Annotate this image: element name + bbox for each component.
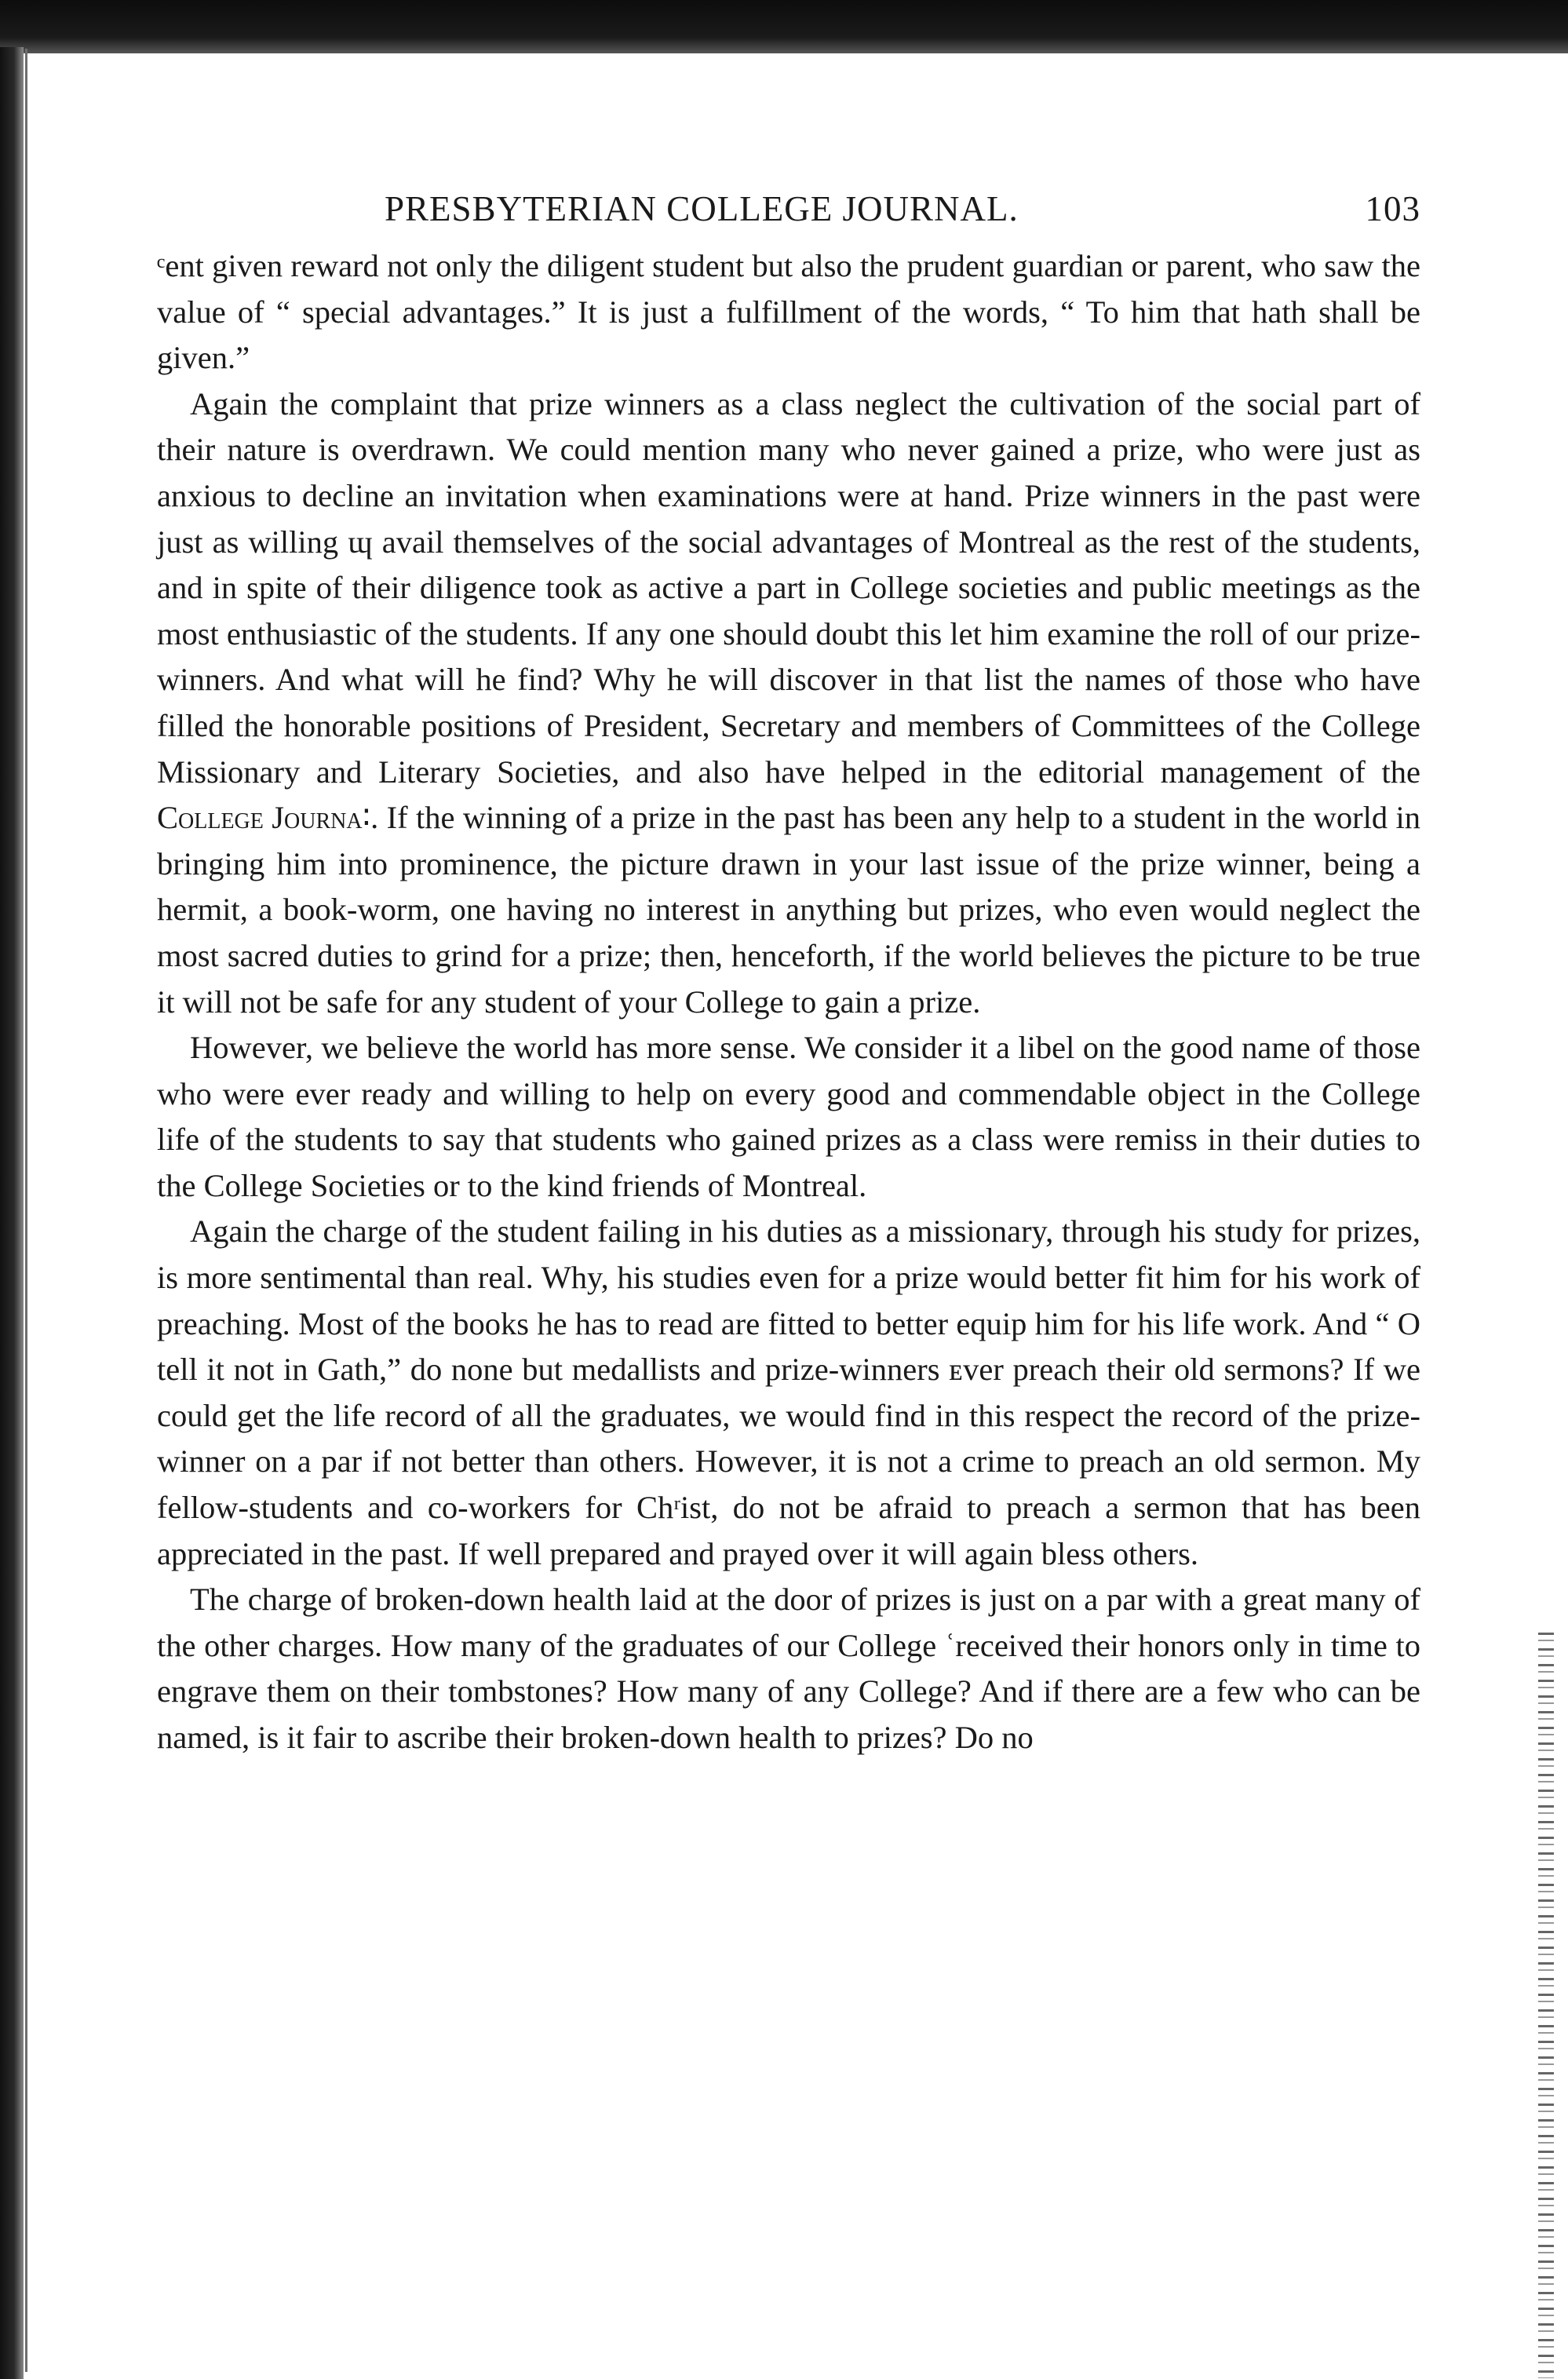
scan-margin-line	[25, 49, 27, 2372]
scan-edge-top	[0, 0, 1568, 53]
journal-page	[157, 188, 1420, 1761]
paragraph-2-part-2: If the winning of a prize in the past has been any help to a student in the world in bringing him into prominence, the picture drawn in your last issue of the prize winner, being a hermit, a book-worm, one having no interest in anything but prizes, who even would neglect the most sacred duties to grind for a prize; then, henceforth, if the world believes the picture to be true it will not be safe for any student of your College to gain a prize.	[157, 800, 1420, 1020]
page-header	[157, 188, 1420, 243]
paragraph-4: Again the charge of the student failing in his duties as a missionary, through his study for prizes, is more sentimental than real. Why, his studies even for a prize would better fit him for his work of preaching. Most of the books he has to read are fitted to better equip him for his life work. And “ O tell it not in Gath,” do none but medallists and prize-winners ᴇver preach their old sermons? If we could get the life record of all the graduates, we would find in this respect the record of the prize-winner on a par if not better than others. However, it is not a crime to preach an old sermon. My fellow-students and co-workers for Chʳist, do not be afraid to preach a sermon that has been appreciated in the past. If well prepared and prayed over it will again bless others.	[157, 1213, 1420, 1571]
paragraph-5: The charge of broken-down health laid at the door of prizes is just on a par with a great many of the other charges. How many of the graduates of our College ʿreceived their honors only in time to engrave them on their tombstones? How many of any College? And if there are a few who can be named, is it fair to ascribe their broken-down health to prizes? Do no	[157, 1582, 1420, 1755]
article-body	[157, 243, 1420, 1761]
paragraph-2	[157, 381, 1420, 1025]
running-title: PRESBYTERIAN COLLEGE JOURNAL.	[385, 189, 1019, 228]
paragraph-3: However, we believe the world has more sense. We consider it a libel on the good name of those who were ever ready and willing to help on every good and commendable object in the College life of the students to say that students who gained prizes as a class were remiss in their duties to the College Societies or to the kind friends of Montreal.	[157, 1030, 1420, 1203]
journal-name: College Journa∶.	[157, 800, 379, 836]
page-number: 103	[1365, 189, 1420, 228]
paragraph-2-part-1: Again the complaint that prize winners as a class neglect the cultivation of the social part of their nature is overdrawn. We could mention many who never gained a prize, who were just as anxious to decline an invitation when examinations were at hand. Prize winners in the past were just as willing ɰ avail themselves of the social advantages of Montreal as the rest of the students, and in spite of their diligence took as active a part in College societies and public meetings as the most enthusiastic of the students. If any one should doubt this let him examine the roll of our prize-winners. And what will he find? Why he will discover in that list the names of those who have filled the honorable positions of President, Secretary and members of Committees of the College Missionary and Literary Societies, and also have helped in the editorial management of the	[157, 385, 1420, 790]
paragraph-1: ᶜent given reward not only the diligent student but also the prudent guardian or parent, who saw the value of “ special advantages.” It is just a fulfillment of the words, “ To him that hath shall be given.”	[157, 248, 1420, 376]
scan-edge-left	[0, 47, 24, 2379]
scan-noise-right	[1538, 1633, 1554, 2378]
